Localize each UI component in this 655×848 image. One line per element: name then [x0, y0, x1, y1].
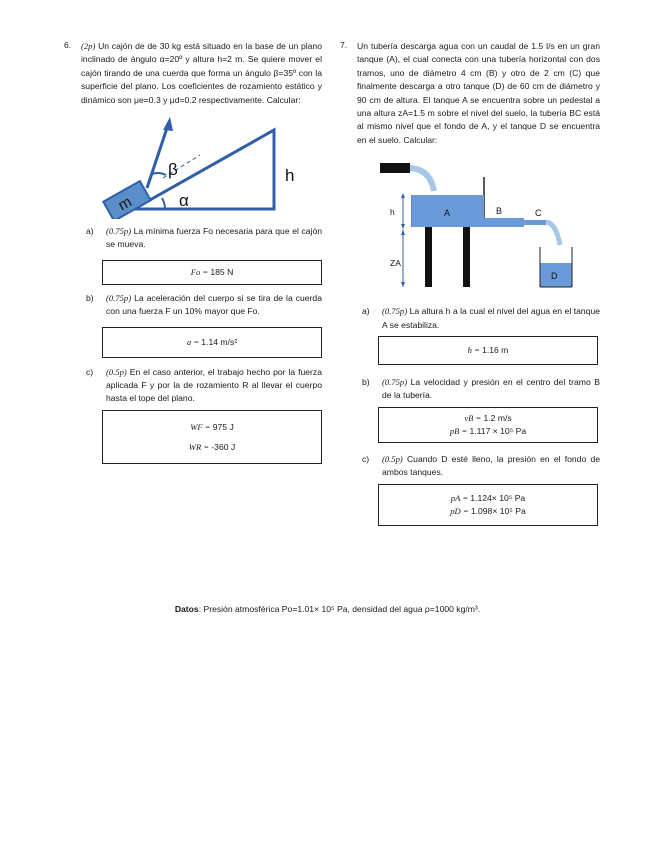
beta-label: β [168, 160, 178, 180]
subquestion-text: La aceleración del cuerpo si se tira de la cuerda con una fuerza F un 10% mayor que Fo. [106, 292, 322, 317]
answer-box [378, 484, 598, 526]
tanks-figure [340, 155, 600, 295]
pipe-c-label: C [535, 208, 542, 219]
pipe-b [484, 218, 524, 227]
data-label: Datos [174, 604, 199, 614]
mass-label: m [115, 193, 135, 215]
subquestion-text: Cuando D esté lleno, la presión en el fondo de ambos tanques. [382, 453, 600, 478]
subquestion-points: (0.75p) [382, 377, 408, 388]
h-arrow-up [401, 193, 405, 198]
answer-variable: h = [467, 345, 480, 356]
subquestion-c [86, 366, 322, 406]
answer-value: 1.16 m [482, 345, 509, 356]
problem-statement [357, 40, 600, 147]
subquestion-label: c) [362, 453, 370, 464]
answer-value: 1.117 × 10⁵ Pa [469, 425, 527, 436]
answer-value: 185 N [210, 266, 234, 277]
answer-variable: pD = [450, 505, 469, 516]
answer-box [378, 407, 598, 443]
subquestion-points: (0.75p) [106, 226, 132, 237]
tank-a-label: A [444, 208, 451, 219]
h-arrow-down [401, 224, 405, 229]
pedestal-leg-left [425, 227, 432, 287]
answer-value: 975 J [212, 421, 234, 432]
pipe-b-label: B [496, 206, 503, 217]
problem-number: 6. [64, 40, 72, 50]
answer-value: 1.124× 10⁵ Pa [470, 492, 526, 503]
subquestion-points: (0.75p) [382, 306, 408, 317]
answer-value: -360 J [211, 441, 236, 452]
subquestion-b [362, 376, 600, 403]
subquestion-c [362, 453, 600, 480]
inlet-pipe [380, 163, 410, 173]
za-label: ZA [390, 258, 401, 269]
outlet-water-stream [546, 222, 560, 245]
tank-d-label: D [551, 271, 558, 282]
force-arrow-head [163, 117, 173, 131]
beta-arc [152, 173, 166, 175]
problem-6 [64, 40, 322, 464]
incline-triangle [134, 130, 274, 209]
subquestion-text: La mínima fuerza Fo necesaria para que el cajón se mueva. [106, 226, 323, 250]
answer-variable: Fo = [190, 266, 209, 277]
problem-text: Un cajón de de 30 kg está situado en la base de un plano inclinado de ángulo α=20º y altura h=2 m. Se quiere mover el cajón tirando de una cuerda que forma un ángulo β=35º con la superficie del plano. Los coeficientes de rozamiento estático y dinámico son μe=0.3 y μd=0.2 respectivamente. Calcular: [81, 41, 322, 105]
subquestion-points: (0.75p) [106, 292, 132, 303]
pedestal-leg-right [463, 227, 470, 287]
answer-variable: vB = [464, 412, 482, 423]
problem-number: 7. [340, 40, 348, 50]
force-arrow-line [147, 125, 168, 188]
answer-box [102, 410, 322, 464]
answer-box [102, 260, 322, 285]
alpha-arc [162, 198, 165, 209]
za-arrow-down [401, 282, 405, 287]
subquestion-b [86, 292, 322, 319]
answer-variable: WF = [190, 421, 211, 432]
answer-value: 1.14 m/s² [201, 336, 238, 347]
problem-statement [81, 40, 322, 107]
answer-variable: pB = [449, 425, 468, 436]
answer-box [102, 327, 322, 358]
subquestion-points: (0.5p) [106, 366, 127, 377]
answer-box [378, 336, 598, 365]
problem-points: (2p) [81, 41, 96, 51]
subquestion-text: La velocidad y presión en el centro del tramo B de la tubería. [382, 377, 600, 401]
subquestion-a [86, 225, 322, 252]
answer-variable: WR = [188, 441, 210, 452]
subquestion-label: b) [86, 292, 94, 303]
problem-text: Un tubería descarga agua con un caudal de 1.5 l/s en un gran tanque (A), el cual conecta con una tubería horizontal con dos tramos, uno de diámetro 4 cm (B) y otro de 2 cm (C) que finalmente descarga a otro tanque (D) de 60 cm de diámetro y 90 cm de altura. El tanque A se encuentra sobre un pedestal a una altura zA=1.5 m sobre el nivel del suelo, la tubería BC está al mismo nivel que el fondo de A, y el tanque D se encuentra en el suelo. Calcular: [357, 41, 600, 145]
subquestion-points: (0.5p) [382, 453, 403, 464]
subquestion-label: c) [86, 366, 94, 377]
za-arrow-up [401, 230, 405, 235]
answer-value: 1.098× 10⁵ Pa [470, 505, 526, 516]
answer-variable: pA = [450, 492, 469, 503]
inlet-water-stream [410, 168, 434, 191]
data-text: : Presión atmosférica Po=1.01× 10⁵ Pa, densidad del agua ρ=1000 kg/m³. [198, 604, 481, 614]
answer-value: 1.2 m/s [483, 412, 512, 423]
height-label: h [285, 166, 295, 186]
subquestion-text: La altura h a la cual el nivel del agua en el tanque A se estabiliza. [382, 306, 601, 330]
box-group [103, 181, 150, 219]
answer-variable: a = [186, 336, 200, 347]
alpha-label: α [179, 191, 189, 211]
subquestion-label: b) [362, 377, 370, 388]
problem-7 [340, 40, 600, 526]
subquestion-text: En el caso anterior, el trabajo hecho por la fuerza aplicada F y por la de rozamiento R al llevar el cuerpo hasta el tope del plano. [106, 366, 322, 404]
subquestion-label: a) [86, 226, 94, 237]
data-footnote [0, 604, 655, 614]
subquestion-a [362, 305, 600, 332]
subquestion-label: a) [362, 306, 370, 317]
pipe-c [524, 220, 546, 225]
incline-figure [64, 109, 322, 219]
h-label: h [390, 207, 395, 218]
